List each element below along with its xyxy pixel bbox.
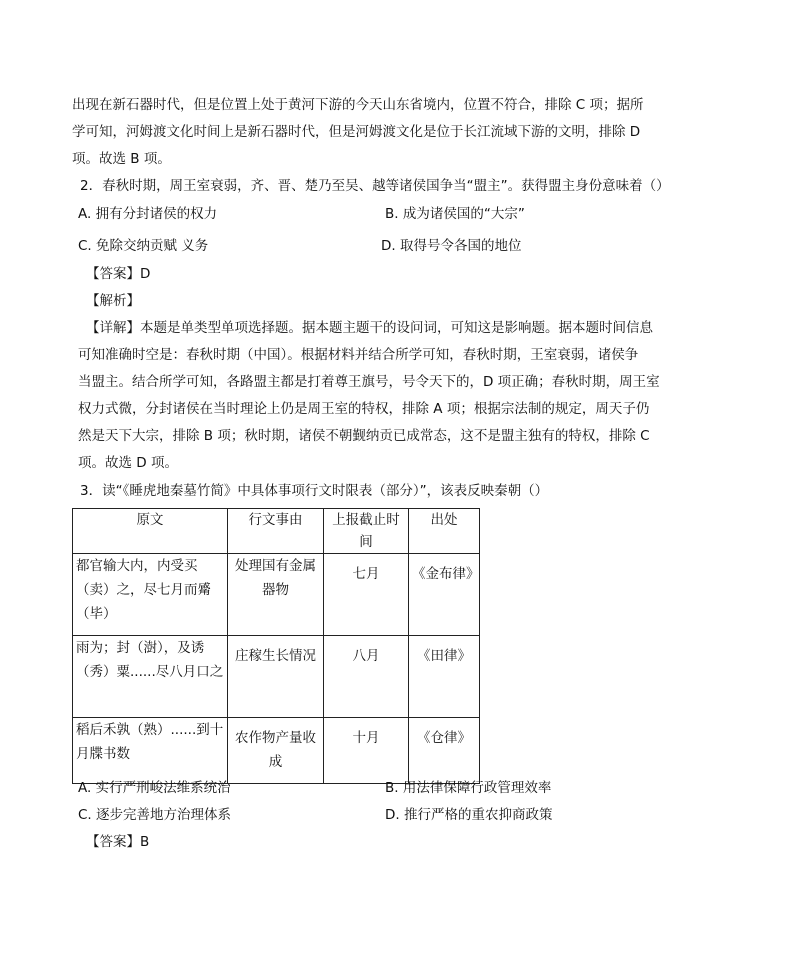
table-row (73, 636, 480, 718)
q2-detail-line-5: 然是天下大宗，排除 B 项；秋时期，诸侯不朝觐纳贡已成常态，这不是盟主独有的特权，排除 C (78, 428, 650, 444)
q2-detail-line-3: 当盟主。结合所学可知，各路盟主都是打着尊王旗号，号令天下的，D 项正确；春秋时期，周王室 (78, 374, 660, 390)
cell-source: 《仓律》 (409, 718, 480, 784)
cell-text: 稻后禾孰（熟）......到十月牒书数 (73, 718, 228, 784)
q2-option-a: A. 拥有分封诸侯的权力 (78, 206, 218, 222)
cell-deadline: 七月 (324, 554, 409, 636)
q2-option-b: B. 成为诸侯国的“大宗” (385, 206, 525, 222)
cell-reason: 农作物产量收成 (228, 718, 324, 784)
q2-option-c: C. 免除交纳贡赋 义务 (78, 238, 209, 254)
cell-reason: 庄稼生长情况 (228, 636, 324, 718)
cell-text: 雨为；封（澍），及诱（秀）粟......尽八月口之 (73, 636, 228, 718)
q3-option-b: B. 用法律保障行政管理效率 (385, 780, 552, 796)
q3-option-c: C. 逐步完善地方治理体系 (78, 807, 232, 823)
header-reason: 行文事由 (228, 509, 324, 554)
q2-answer: 【答案】D (86, 266, 151, 282)
table-header-row (73, 509, 480, 554)
cell-text: 都官输大内，内受买（卖）之，尽七月而觱（毕） (73, 554, 228, 636)
q2-detail-line-1: 【详解】本题是单类型单项选择题。据本题主题干的设问词，可知这是影响题。据本题时间信息 (86, 320, 653, 336)
cell-reason: 处理国有金属器物 (228, 554, 324, 636)
time-limit-table (72, 508, 480, 784)
header-deadline: 上报截止时间 (324, 509, 409, 554)
cell-deadline: 八月 (324, 636, 409, 718)
q2-option-d: D. 取得号令各国的地位 (381, 238, 522, 254)
q3-option-a: A. 实行严刑峻法维系统治 (78, 780, 231, 796)
cell-source: 《田律》 (409, 636, 480, 718)
cell-source: 《金布律》 (409, 554, 480, 636)
table-row (73, 718, 480, 784)
q2-detail-line-2: 可知准确时空是：春秋时期（中国）。根据材料并结合所学可知，春秋时期，王室衰弱，诸侯争 (78, 347, 639, 363)
q3-option-d: D. 推行严格的重农抑商政策 (385, 807, 553, 823)
intro-line-2: 学可知，河姆渡文化时间上是新石器时代，但是河姆渡文化是位于长江流域下游的文明，排除 D (72, 124, 641, 140)
q2-detail-line-6: 项。故选 D 项。 (78, 455, 178, 471)
intro-line-1: 出现在新石器时代，但是位置上处于黄河下游的今天山东省境内，位置不符合，排除 C 项；据所 (72, 97, 644, 113)
table-row (73, 554, 480, 636)
q3-answer: 【答案】B (86, 834, 150, 850)
q3-stem: 3．读“《睡虎地秦墓竹简》中具体事项行文时限表（部分）”，该表反映秦朝（） (80, 483, 549, 499)
intro-line-3: 项。故选 B 项。 (72, 151, 171, 167)
cell-deadline: 十月 (324, 718, 409, 784)
q2-detail-line-4: 权力式微，分封诸侯在当时理论上仍是周王室的特权，排除 A 项；根据宗法制的规定，周天子仍 (78, 401, 650, 417)
q2-analysis-title: 【解析】 (86, 293, 140, 309)
header-source: 出处 (409, 509, 480, 554)
q2-stem: 2．春秋时期，周王室衰弱，齐、晋、楚乃至吴、越等诸侯国争当“盟主”。获得盟主身份意味着（） (80, 178, 670, 194)
header-original-text: 原文 (73, 509, 228, 554)
